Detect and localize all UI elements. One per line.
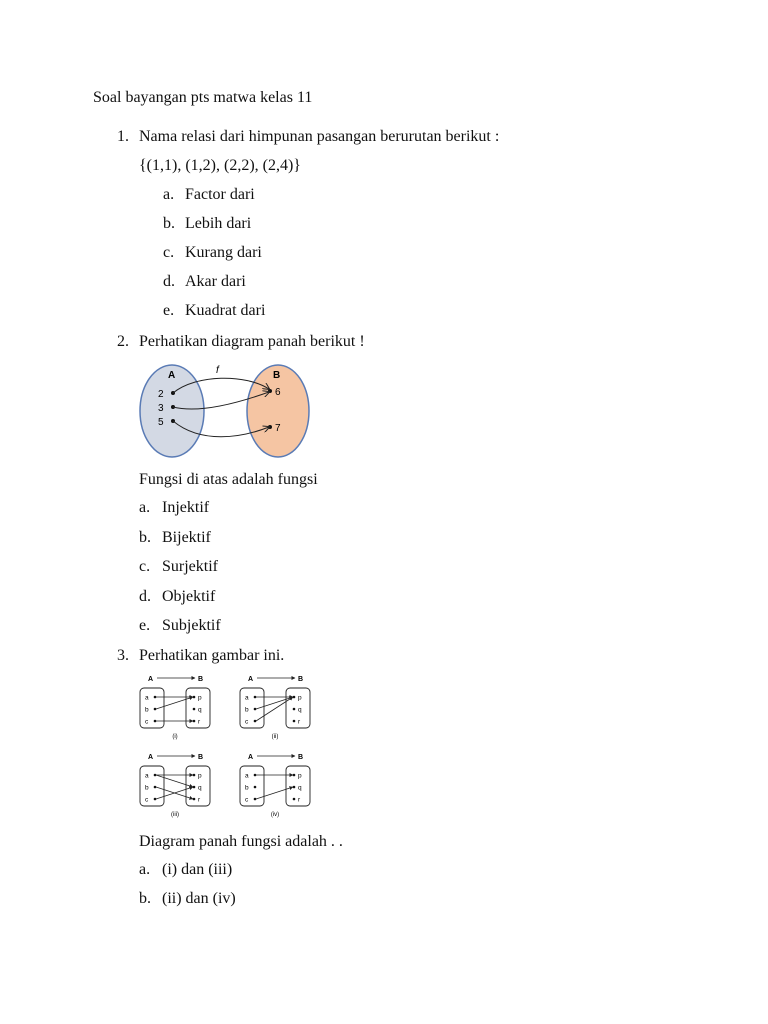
domain-point [154,774,157,777]
domain-box [240,688,264,728]
codomain-element: p [198,772,202,780]
codomain-point [193,696,196,699]
arrow-diagram [240,676,310,740]
domain-element: b [245,706,249,714]
set-to-label: B [298,676,304,683]
domain-element: a [245,694,249,702]
mapping-arrow [256,697,293,709]
domain-element: 3 [158,403,164,414]
option-text: Akar dari [185,273,246,290]
option-letter: e. [139,617,151,634]
codomain-element: r [198,718,201,726]
set-a-label: A [168,370,176,381]
domain-element: c [245,796,249,804]
option-text: Kurang dari [185,244,262,261]
domain-point [154,786,157,789]
question-3-number: 3. [117,647,129,664]
domain-box [240,766,264,806]
option-text: Bijektif [162,529,211,546]
arrow-diagram-q2 [136,362,316,462]
option-text: Factor dari [185,186,255,203]
codomain-point [293,786,296,789]
codomain-point [293,798,296,801]
codomain-element: p [298,694,302,702]
question-2-text: Perhatikan diagram panah berikut ! [139,333,365,350]
codomain-point [193,798,196,801]
domain-point [154,720,157,723]
arrow-diagram [240,754,310,818]
domain-point [154,798,157,801]
domain-point [254,720,257,723]
codomain-element: p [198,694,202,702]
domain-point [254,774,257,777]
domain-element: 5 [158,417,164,428]
option-letter: b. [139,529,151,546]
question-2-prompt: Fungsi di atas adalah fungsi [139,471,318,488]
codomain-element: r [298,718,301,726]
domain-element: a [145,694,149,702]
codomain-element: q [198,784,202,792]
option-letter: a. [139,861,151,878]
codomain-point [293,720,296,723]
option-text: Subjektif [162,617,221,634]
codomain-element: 6 [275,387,281,398]
domain-point [254,708,257,711]
option-text: (ii) dan (iv) [162,890,236,907]
codomain-element: 7 [275,423,281,434]
codomain-point [293,708,296,711]
question-2-number: 2. [117,333,129,350]
domain-element: c [145,718,149,726]
codomain-point [193,774,196,777]
option-text: Lebih dari [185,215,252,232]
arrow-diagrams-q3 [136,672,316,824]
codomain-point [193,786,196,789]
question-1-set: {(1,1), (1,2), (2,2), (2,4)} [139,157,301,174]
set-to-label: B [198,676,204,683]
set-b-label: B [273,370,281,381]
domain-element: b [145,784,149,792]
set-from-label: A [248,754,254,761]
domain-box [140,766,164,806]
set-from-label: A [148,754,154,761]
codomain-point [193,708,196,711]
option-letter: b. [139,890,151,907]
set-to-label: B [198,754,204,761]
question-3-text: Perhatikan gambar ini. [139,647,285,664]
domain-element: c [245,718,249,726]
codomain-element: r [298,796,301,804]
arrow-diagram [140,754,210,818]
mapping-arrow [256,697,293,721]
mapping-arrow [256,787,293,799]
option-text: Surjektif [162,558,218,575]
mapping-arrow [156,697,193,709]
domain-element: b [245,784,249,792]
domain-element: c [145,796,149,804]
option-letter: d. [139,588,151,605]
codomain-element: q [198,706,202,714]
function-label: f [216,365,219,376]
domain-point [254,786,257,789]
set-from-label: A [248,676,254,683]
domain-point [254,696,257,699]
domain-element: a [245,772,249,780]
option-letter: e. [163,302,175,319]
document-title: Soal bayangan pts matwa kelas 11 [93,89,313,106]
domain-element: 2 [158,389,164,400]
domain-point [154,708,157,711]
mapping-arrow [156,775,193,787]
domain-element: a [145,772,149,780]
domain-box [140,688,164,728]
option-letter: c. [139,558,151,575]
diagram-caption: (ii) [271,734,279,740]
option-letter: b. [163,215,175,232]
codomain-element: q [298,706,302,714]
option-letter: a. [139,499,151,516]
question-1-text: Nama relasi dari himpunan pasangan berurutan berikut : [139,128,500,145]
domain-element: b [145,706,149,714]
option-letter: d. [163,273,175,290]
set-from-label: A [148,676,154,683]
option-text: Injektif [162,499,210,516]
option-letter: c. [163,244,175,261]
option-text: Objektif [162,588,216,605]
codomain-element: p [298,772,302,780]
arrow-diagram [140,676,210,740]
diagram-caption: (iv) [270,812,280,818]
codomain-element: q [298,784,302,792]
codomain-point [293,774,296,777]
domain-point [254,798,257,801]
codomain-point [193,720,196,723]
option-text: (i) dan (iii) [162,861,233,878]
codomain-element: r [198,796,201,804]
diagram-caption: (iii) [171,812,179,818]
question-3-prompt: Diagram panah fungsi adalah . . [139,833,343,850]
option-letter: a. [163,186,175,203]
option-text: Kuadrat dari [185,302,266,319]
domain-point [154,696,157,699]
codomain-point [293,696,296,699]
question-1-number: 1. [117,128,129,145]
diagram-caption: (i) [172,734,178,740]
set-to-label: B [298,754,304,761]
